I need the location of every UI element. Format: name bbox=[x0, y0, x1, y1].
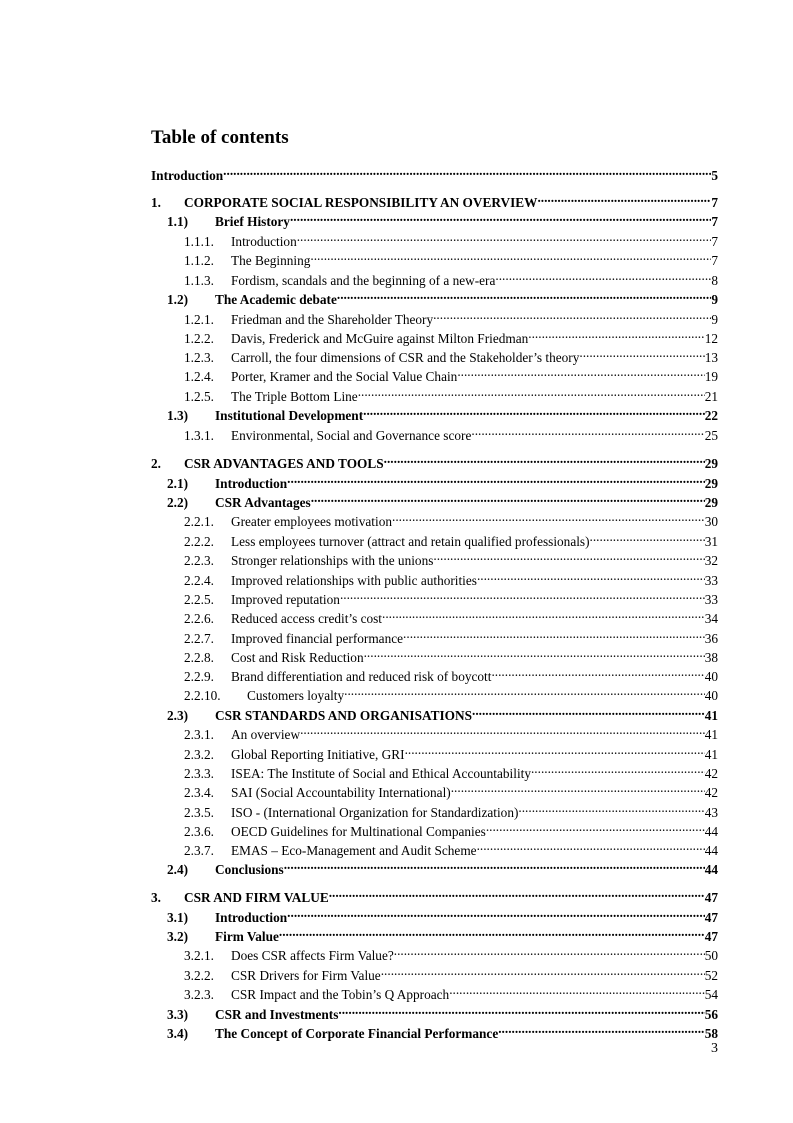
toc-entry[interactable] bbox=[184, 624, 718, 646]
toc-entry-title: Stronger relationships with the unions bbox=[231, 553, 434, 568]
toc-dot-leader bbox=[486, 817, 705, 836]
toc-entry-number: 1.1.1. bbox=[184, 234, 214, 249]
toc-dot-leader bbox=[449, 980, 705, 999]
toc-entry-page: 47 bbox=[704, 890, 718, 905]
toc-entry-page: 29 bbox=[704, 495, 718, 510]
toc-dot-leader bbox=[381, 961, 705, 980]
toc-entry[interactable] bbox=[184, 778, 718, 800]
toc-entry-title: The Triple Bottom Line bbox=[231, 389, 358, 404]
toc-entry[interactable] bbox=[184, 566, 718, 588]
toc-entry-number: 2.2) bbox=[167, 495, 189, 510]
toc-entry-page: 47 bbox=[704, 929, 718, 944]
toc-entry-page: 19 bbox=[704, 369, 718, 384]
toc-dot-leader bbox=[310, 246, 711, 265]
toc-entry[interactable] bbox=[184, 227, 718, 249]
toc-dot-leader bbox=[531, 759, 705, 778]
toc-dot-leader bbox=[457, 362, 704, 381]
toc-dot-leader bbox=[537, 188, 711, 207]
toc-entry-page: 22 bbox=[704, 408, 718, 423]
toc-entry-number: 2.1) bbox=[167, 476, 189, 491]
toc-entry-page: 29 bbox=[704, 456, 718, 471]
toc-entry-title: The Academic debate bbox=[215, 292, 337, 307]
toc-entry-page: 7 bbox=[711, 214, 718, 229]
toc-entry-title: The Concept of Corporate Financial Performance bbox=[215, 1026, 499, 1041]
toc-dot-leader bbox=[382, 604, 705, 623]
toc-entry-title: ISEA: The Institute of Social and Ethical Accountability bbox=[231, 766, 531, 781]
toc-entry[interactable] bbox=[184, 604, 718, 626]
toc-entry-number: 3.2.2. bbox=[184, 968, 214, 983]
toc-entry-number: 3.3) bbox=[167, 1007, 189, 1022]
toc-entry-title: CSR Advantages bbox=[215, 495, 311, 510]
toc-entry-page: 44 bbox=[704, 862, 718, 877]
toc-entry-number: 3.2) bbox=[167, 929, 189, 944]
toc-entry[interactable] bbox=[184, 720, 718, 742]
toc-entry-page: 13 bbox=[704, 350, 718, 365]
toc-entry-number: 1.2.1. bbox=[184, 312, 214, 327]
toc-entry-page: 5 bbox=[711, 168, 718, 183]
toc-entry-number: 2.2.2. bbox=[184, 534, 214, 549]
toc-dot-leader bbox=[491, 662, 704, 681]
toc-entry-page: 40 bbox=[704, 688, 718, 703]
toc-entry-title: Less employees turnover (attract and retain qualified professionals) bbox=[231, 534, 590, 549]
toc-dot-leader bbox=[223, 161, 711, 180]
toc-dot-leader bbox=[284, 855, 705, 874]
toc-entry[interactable] bbox=[184, 324, 718, 346]
toc-entry-number: 1.2.5. bbox=[184, 389, 214, 404]
toc-entry-title: Customers loyalty bbox=[247, 688, 345, 703]
toc-entry[interactable] bbox=[151, 449, 718, 471]
toc-entry[interactable] bbox=[167, 903, 718, 925]
toc-entry-number: 2.3.7. bbox=[184, 843, 214, 858]
toc-entry-number: 2.3.4. bbox=[184, 785, 214, 800]
toc-entry-title: CSR STANDARDS AND ORGANISATIONS bbox=[215, 708, 472, 723]
toc-entry[interactable] bbox=[167, 1000, 718, 1022]
toc-entry-number: 1. bbox=[151, 195, 161, 210]
toc-dot-leader bbox=[329, 883, 705, 902]
toc-entry-number: 2.4) bbox=[167, 862, 189, 877]
toc-entry[interactable] bbox=[167, 1019, 718, 1041]
toc-entry-page: 29 bbox=[704, 476, 718, 491]
toc-dot-leader bbox=[279, 922, 705, 941]
page-number: 3 bbox=[711, 1041, 718, 1056]
toc-entry-number: 2.2.9. bbox=[184, 669, 214, 684]
toc-dot-leader bbox=[340, 585, 705, 604]
toc-entry-page: 47 bbox=[704, 910, 718, 925]
toc-entry[interactable] bbox=[184, 527, 718, 549]
toc-entry-title: An overview bbox=[231, 727, 301, 742]
toc-entry-number: 3.4) bbox=[167, 1026, 189, 1041]
toc-entry-number: 1.1.2. bbox=[184, 253, 214, 268]
toc-entry-title: Reduced access credit’s cost bbox=[231, 611, 383, 626]
toc-entry-title: Porter, Kramer and the Social Value Chain bbox=[231, 369, 458, 384]
toc-entry[interactable] bbox=[167, 855, 718, 877]
toc-dot-leader bbox=[363, 401, 705, 420]
toc-entry-title: The Beginning bbox=[231, 253, 311, 268]
toc-entry[interactable] bbox=[151, 188, 718, 210]
toc-entry-number: 2.3.2. bbox=[184, 747, 214, 762]
toc-dot-leader bbox=[311, 488, 705, 507]
toc-entry[interactable] bbox=[184, 681, 718, 703]
toc-entry-number: 2.2.3. bbox=[184, 553, 214, 568]
toc-entry[interactable] bbox=[184, 266, 718, 288]
toc-dot-leader bbox=[392, 507, 705, 526]
toc-dot-leader bbox=[498, 1019, 704, 1038]
toc-entry-page: 36 bbox=[704, 631, 718, 646]
toc-entry-page: 38 bbox=[704, 650, 718, 665]
toc-entry[interactable] bbox=[184, 643, 718, 665]
toc-entry[interactable] bbox=[184, 817, 718, 839]
toc-entry-number: 1.3) bbox=[167, 408, 189, 423]
toc-entry-number: 2.2.7. bbox=[184, 631, 214, 646]
toc-dot-leader bbox=[495, 266, 711, 285]
toc-dot-leader bbox=[477, 836, 705, 855]
toc-dot-leader bbox=[337, 285, 711, 304]
toc-entry-number: 2.2.6. bbox=[184, 611, 214, 626]
toc-entry[interactable] bbox=[167, 207, 718, 229]
toc-entry-number: 2.3.5. bbox=[184, 805, 214, 820]
toc-entry-page: 25 bbox=[704, 428, 718, 443]
toc-entry-number: 2.3.6. bbox=[184, 824, 214, 839]
toc-entry-number: 2.2.1. bbox=[184, 514, 214, 529]
toc-entry-page: 12 bbox=[704, 331, 718, 346]
toc-entry-page: 58 bbox=[704, 1026, 718, 1041]
toc-entry-page: 7 bbox=[711, 253, 718, 268]
toc-dot-leader bbox=[451, 778, 705, 797]
toc-entry-number: 2. bbox=[151, 456, 161, 471]
toc-entry-page: 41 bbox=[704, 747, 718, 762]
toc-entry-number: 1.3.1. bbox=[184, 428, 214, 443]
toc-dot-leader bbox=[433, 305, 711, 324]
toc-entry-title: Carroll, the four dimensions of CSR and the Stakeholder’s theory bbox=[231, 350, 580, 365]
toc-entry-title: Institutional Development bbox=[215, 408, 364, 423]
toc-dot-leader bbox=[384, 449, 705, 468]
toc-entry-page: 54 bbox=[704, 987, 718, 1002]
toc-entry-number: 1.2.3. bbox=[184, 350, 214, 365]
toc-entry-title: Introduction bbox=[151, 168, 224, 183]
toc-entry[interactable] bbox=[167, 469, 718, 491]
toc-entry[interactable] bbox=[184, 362, 718, 384]
toc-entry[interactable] bbox=[184, 421, 718, 443]
toc-entry[interactable] bbox=[167, 488, 718, 510]
toc-entry-number: 2.2.8. bbox=[184, 650, 214, 665]
toc-entry-number: 3.2.3. bbox=[184, 987, 214, 1002]
toc-dot-leader bbox=[403, 624, 705, 643]
toc-dot-leader bbox=[300, 720, 705, 739]
toc-entry-title: Introduction bbox=[215, 476, 288, 491]
toc-entry-number: 1.2.4. bbox=[184, 369, 214, 384]
toc-entry[interactable] bbox=[184, 759, 718, 781]
toc-entry-page: 34 bbox=[704, 611, 718, 626]
toc-entry-page: 42 bbox=[704, 766, 718, 781]
toc-entry[interactable] bbox=[184, 507, 718, 529]
toc-dot-leader bbox=[528, 324, 704, 343]
toc-entry-page: 30 bbox=[704, 514, 718, 529]
toc-entry-page: 8 bbox=[711, 273, 718, 288]
toc-entry-title: Brand differentiation and reduced risk of boycott bbox=[231, 669, 492, 684]
toc-entry-page: 9 bbox=[711, 312, 718, 327]
toc-entry[interactable] bbox=[151, 883, 718, 905]
toc-entry-title: CSR and Investments bbox=[215, 1007, 339, 1022]
toc-dot-leader bbox=[338, 1000, 704, 1019]
toc-entry[interactable] bbox=[184, 546, 718, 568]
toc-entry-title: Environmental, Social and Governance score bbox=[231, 428, 472, 443]
toc-dot-leader bbox=[394, 941, 705, 960]
toc-entry[interactable] bbox=[184, 585, 718, 607]
toc-entry-page: 44 bbox=[704, 824, 718, 839]
toc-entry-title: OECD Guidelines for Multinational Companies bbox=[231, 824, 486, 839]
toc-entry[interactable] bbox=[167, 401, 718, 423]
toc-entry-page: 33 bbox=[704, 592, 718, 607]
toc-dot-leader bbox=[287, 469, 705, 488]
toc-dot-leader bbox=[477, 566, 705, 585]
toc-entry-page: 56 bbox=[704, 1007, 718, 1022]
toc-entry-title: CSR ADVANTAGES AND TOOLS bbox=[184, 456, 384, 471]
toc-dot-leader bbox=[364, 643, 705, 662]
toc-entry[interactable] bbox=[167, 922, 718, 944]
toc-entry-page: 44 bbox=[704, 843, 718, 858]
toc-entry-title: Improved relationships with public authorities bbox=[231, 573, 477, 588]
toc-entry-title: Improved reputation bbox=[231, 592, 340, 607]
toc-entry-title: Conclusions bbox=[215, 862, 284, 877]
toc-entry-page: 41 bbox=[704, 708, 718, 723]
toc-dot-leader bbox=[297, 227, 712, 246]
toc-entry-title: Cost and Risk Reduction bbox=[231, 650, 364, 665]
toc-entry-title: CSR Impact and the Tobin’s Q Approach bbox=[231, 987, 450, 1002]
toc-entry-title: Greater employees motivation bbox=[231, 514, 392, 529]
toc-entry-number: 2.3.1. bbox=[184, 727, 214, 742]
toc-entry-page: 7 bbox=[711, 195, 718, 210]
toc-entry-title: Fordism, scandals and the beginning of a new-era bbox=[231, 273, 496, 288]
toc-entry-number: 1.1.3. bbox=[184, 273, 214, 288]
toc-dot-leader bbox=[405, 740, 705, 759]
toc-entry-title: Improved financial performance bbox=[231, 631, 404, 646]
toc-entry-title: CSR AND FIRM VALUE bbox=[184, 890, 329, 905]
toc-entry[interactable] bbox=[184, 662, 718, 684]
toc-entry-number: 2.3.3. bbox=[184, 766, 214, 781]
toc-entry-page: 21 bbox=[704, 389, 718, 404]
toc-entry[interactable] bbox=[184, 382, 718, 404]
toc-dot-leader bbox=[433, 546, 704, 565]
toc-entry[interactable] bbox=[184, 961, 718, 983]
toc-entry-title: Does CSR affects Firm Value? bbox=[231, 948, 394, 963]
toc-entry-page: 31 bbox=[704, 534, 718, 549]
toc-entry-title: Global Reporting Initiative, GRI bbox=[231, 747, 405, 762]
toc-entry-number: 2.2.5. bbox=[184, 592, 214, 607]
toc-entry-title: SAI (Social Accountability International) bbox=[231, 785, 451, 800]
toc-entry-page: 41 bbox=[704, 727, 718, 742]
toc-entry-title: ISO - (International Organization for Standardization) bbox=[231, 805, 519, 820]
toc-entry-number: 3.1) bbox=[167, 910, 189, 925]
toc-dot-leader bbox=[518, 798, 704, 817]
toc-dot-leader bbox=[358, 382, 705, 401]
toc-entry-title: Introduction bbox=[215, 910, 288, 925]
toc-entry-number: 1.2) bbox=[167, 292, 189, 307]
toc-entry-number: 1.2.2. bbox=[184, 331, 214, 346]
toc-dot-leader bbox=[472, 701, 705, 720]
toc-dot-leader bbox=[471, 421, 704, 440]
toc-entry-page: 7 bbox=[711, 234, 718, 249]
toc-entry[interactable] bbox=[184, 305, 718, 327]
toc-entry-title: Firm Value bbox=[215, 929, 279, 944]
toc-entry-page: 9 bbox=[711, 292, 718, 307]
toc-entry-title: EMAS – Eco-Management and Audit Scheme bbox=[231, 843, 477, 858]
toc-entry[interactable] bbox=[184, 343, 718, 365]
toc-entry-page: 52 bbox=[704, 968, 718, 983]
toc-dot-leader bbox=[290, 207, 711, 226]
toc-entry[interactable] bbox=[184, 246, 718, 268]
toc-dot-leader bbox=[287, 903, 705, 922]
toc-entry[interactable] bbox=[167, 285, 718, 307]
toc-dot-leader bbox=[590, 527, 705, 546]
toc-entry-title: CSR Drivers for Firm Value bbox=[231, 968, 381, 983]
toc-entry-title: Introduction bbox=[231, 234, 297, 249]
toc-entry-page: 33 bbox=[704, 573, 718, 588]
toc-dot-leader bbox=[344, 681, 705, 700]
toc-entry-number: 3. bbox=[151, 890, 161, 905]
toc-entry[interactable] bbox=[167, 701, 718, 723]
toc-entry[interactable] bbox=[184, 740, 718, 762]
toc-entry[interactable] bbox=[184, 798, 718, 820]
toc-entry-page: 40 bbox=[704, 669, 718, 684]
toc-entry[interactable] bbox=[151, 161, 718, 183]
toc-entry-number: 1.1) bbox=[167, 214, 189, 229]
toc-entry-title: Friedman and the Shareholder Theory bbox=[231, 312, 434, 327]
page-title: Table of contents bbox=[151, 126, 289, 148]
toc-entry[interactable] bbox=[184, 836, 718, 858]
toc-entry-title: CORPORATE SOCIAL RESPONSIBILITY AN OVERVIEW bbox=[184, 195, 538, 210]
toc-entry-page: 42 bbox=[704, 785, 718, 800]
toc-entry-title: Brief History bbox=[215, 214, 290, 229]
toc-entry-title: Davis, Frederick and McGuire against Milton Friedman bbox=[231, 331, 529, 346]
toc-entry-number: 2.3) bbox=[167, 708, 189, 723]
toc-entry-page: 43 bbox=[704, 805, 718, 820]
toc-dot-leader bbox=[579, 343, 704, 362]
toc-entry-number: 3.2.1. bbox=[184, 948, 214, 963]
toc-entry-number: 2.2.4. bbox=[184, 573, 214, 588]
toc-entry-number: 2.2.10. bbox=[184, 688, 221, 703]
toc-entry-page: 32 bbox=[704, 553, 718, 568]
toc-entry[interactable] bbox=[184, 980, 718, 1002]
toc-entry[interactable] bbox=[184, 941, 718, 963]
toc-entry-page: 50 bbox=[704, 948, 718, 963]
